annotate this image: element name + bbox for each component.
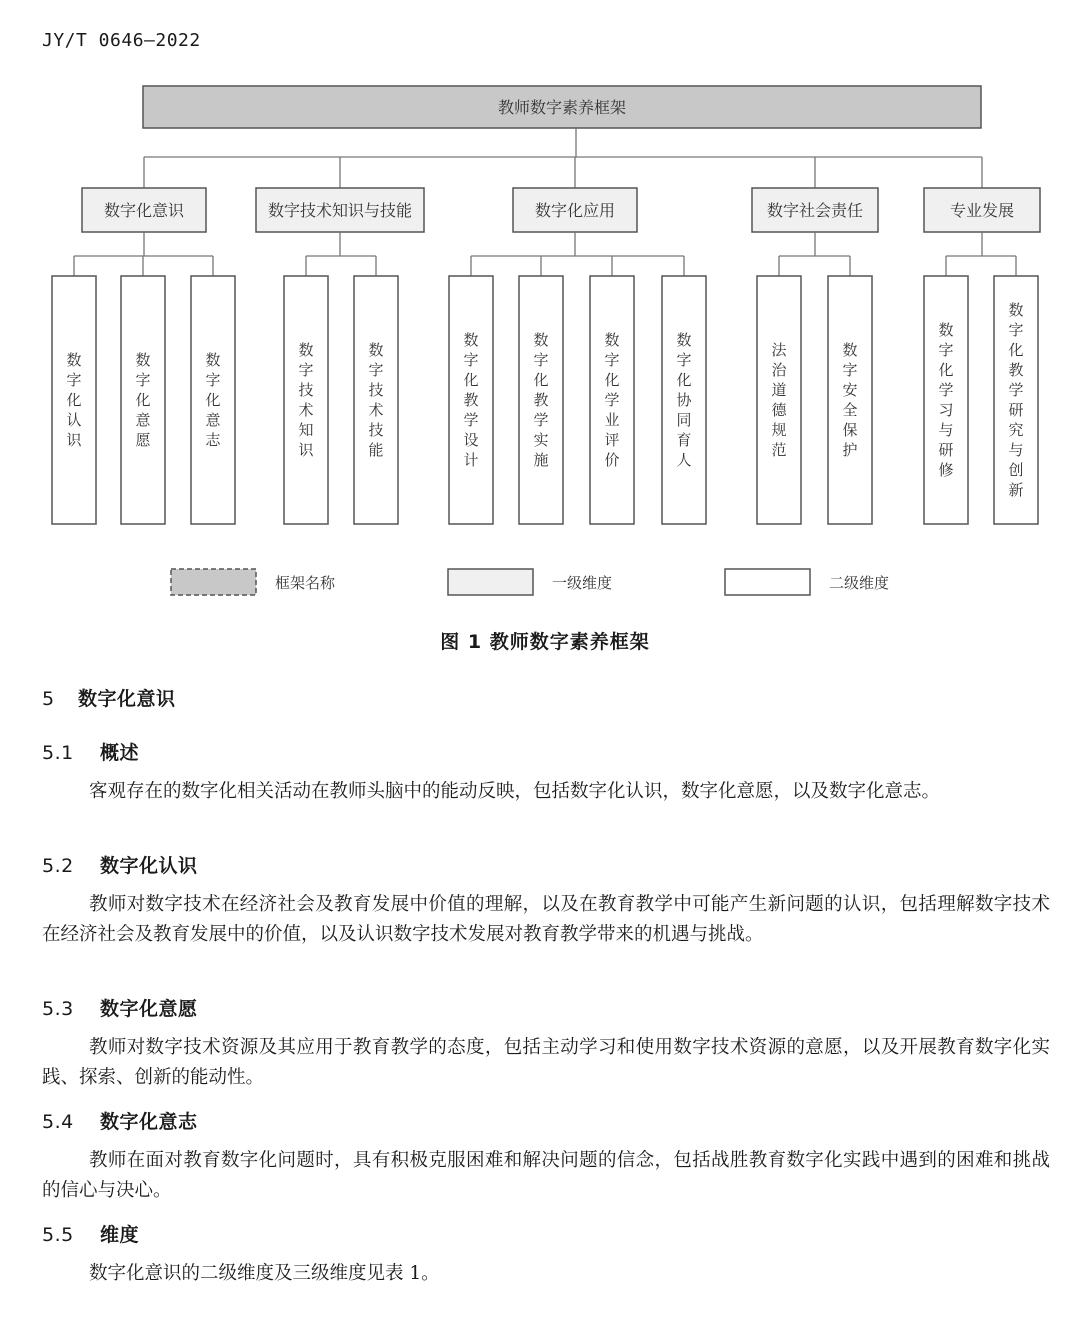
level2-label: 数字化意愿	[135, 351, 151, 449]
root-label: 教师数字素养框架	[497, 98, 627, 117]
level2-label: 数字技术技能	[368, 341, 384, 459]
level2-label: 数字化教学设计	[463, 331, 479, 469]
level1-label: 数字化应用	[534, 201, 616, 220]
level2-label: 数字安全保护	[842, 341, 858, 459]
level2-label: 数字化意志	[205, 351, 221, 449]
level1-label: 专业发展	[949, 201, 1015, 220]
section-5-1-heading: 5.1 概述	[42, 742, 140, 764]
section-5-2-text: 教师对数字技术在经济社会及教育发展中价值的理解，以及在教育教学中可能产生新问题的认识，包括理解数字技术在经济社会及教育发展中的价值，以及认识数字技术发展对教育教学带来的机遇与挑战。	[42, 894, 1050, 945]
level2-label: 数字化教学研究与创新	[1008, 301, 1024, 499]
framework-diagram	[0, 0, 1080, 620]
section-5-3-heading: 5.3 数字化意愿	[42, 998, 198, 1020]
level2-box	[924, 276, 968, 524]
legend-label: 一级维度	[552, 574, 613, 592]
level2-box	[757, 276, 801, 524]
figure-caption: 图 1 教师数字素养框架	[440, 631, 650, 653]
section-5-3-text: 教师对数字技术资源及其应用于教育教学的态度，包括主动学习和使用数字技术资源的意愿，以及开展教育数字化实践、探索、创新的能动性。	[42, 1037, 1050, 1088]
level2-label: 数字化认识	[66, 351, 82, 449]
level2-label: 数字化教学实施	[533, 331, 549, 469]
level1-label: 数字化意识	[103, 201, 185, 220]
section-5-4-heading: 5.4 数字化意志	[42, 1111, 198, 1133]
level1-label: 数字技术知识与技能	[267, 201, 413, 220]
level2-label: 数字化学业评价	[604, 331, 620, 469]
level2-box	[828, 276, 872, 524]
level2-box	[284, 276, 328, 524]
level2-box	[354, 276, 398, 524]
section-5-4-text: 教师在面对教育数字化问题时，具有积极克服困难和解决问题的信念，包括战胜教育数字化实践中遇到的困难和挑战的信心与决心。	[42, 1150, 1050, 1201]
legend-swatch	[725, 569, 810, 595]
section-5-heading: 5 数字化意识	[42, 688, 176, 710]
level1-label: 数字社会责任	[766, 201, 864, 220]
legend-label: 二级维度	[829, 574, 890, 592]
section-5-5-text: 数字化意识的二级维度及三级维度见表 1。	[89, 1263, 440, 1284]
level2-label: 数字化协同育人	[676, 331, 692, 469]
section-5-5-heading: 5.5 维度	[42, 1224, 140, 1246]
section-5-2-heading: 5.2 数字化认识	[42, 855, 198, 877]
legend-label: 框架名称	[275, 574, 336, 592]
level2-label: 法治道德规范	[771, 341, 787, 459]
standard-code: JY/T 0646—2022	[42, 30, 201, 51]
legend-swatch	[448, 569, 533, 595]
section-5-1-text: 客观存在的数字化相关活动在教师头脑中的能动反映，包括数字化认识，数字化意愿，以及数字化意志。	[89, 781, 941, 802]
level2-label: 数字技术知识	[298, 341, 314, 459]
level2-label: 数字化学习与研修	[938, 321, 954, 479]
legend-swatch	[171, 569, 256, 595]
